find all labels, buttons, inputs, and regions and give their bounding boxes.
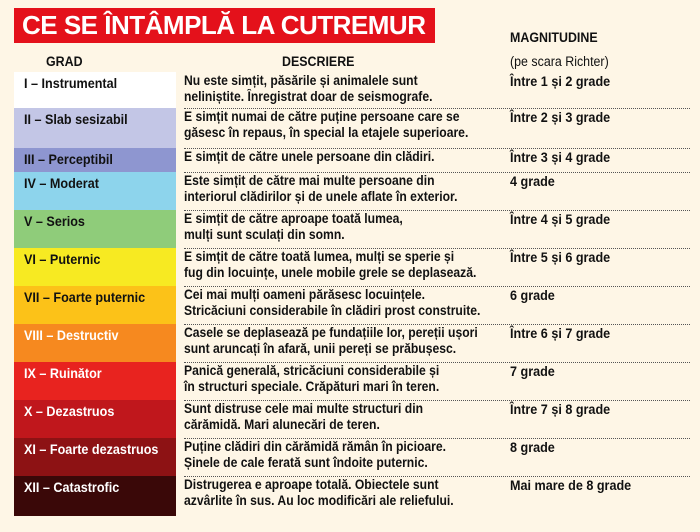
description-cell	[184, 362, 500, 394]
description-line: Șinele de cale ferată sunt îndoite puternic.	[184, 454, 428, 470]
grade-cell	[14, 148, 176, 172]
description-line: Stricăciuni considerabile în clădiri prost construite.	[184, 302, 481, 318]
magnitude-value: 4 grade	[510, 173, 555, 189]
magnitude-cell	[510, 286, 690, 303]
magnitude-value: Mai mare de 8 grade	[510, 477, 632, 493]
description-cell	[184, 248, 500, 280]
row-divider	[184, 172, 690, 173]
grade-cell	[14, 362, 176, 400]
table-row	[0, 400, 700, 438]
description-line: Distrugerea e aproape totală. Obiectele sunt	[184, 477, 439, 492]
description-line: în structuri speciale. Crăpături mari în teren.	[184, 378, 440, 394]
table-row	[0, 72, 700, 108]
magnitude-cell	[510, 210, 690, 227]
magnitude-cell	[510, 476, 690, 493]
description-cell	[184, 172, 500, 204]
table-row	[0, 108, 700, 148]
row-divider	[184, 400, 690, 401]
magnitude-value: Între 4 și 5 grade	[510, 211, 611, 227]
magnitude-value: Între 3 și 4 grade	[510, 149, 611, 165]
grade-cell	[14, 324, 176, 362]
description-cell	[184, 148, 500, 165]
grade-label: V – Serios	[24, 213, 85, 229]
magnitude-value: Între 1 și 2 grade	[510, 73, 611, 89]
grade-cell	[14, 210, 176, 248]
description-line: Este simțit de către mai multe persoane din	[184, 173, 435, 188]
header-grad: GRAD	[46, 54, 83, 69]
magnitude-cell	[510, 172, 690, 189]
description-cell	[184, 400, 500, 432]
magnitude-cell	[510, 362, 690, 379]
grade-cell	[14, 108, 176, 148]
description-line: azvârlite în sus. Au loc modificări ale reliefului.	[184, 492, 454, 508]
row-divider	[184, 248, 690, 249]
description-cell	[184, 324, 500, 356]
grade-cell	[14, 72, 176, 108]
page-title: CE SE ÎNTÂMPLĂ LA CUTREMUR	[14, 8, 435, 43]
header-descriere: DESCRIERE	[282, 54, 355, 69]
row-divider	[184, 362, 690, 363]
magnitude-value: Între 5 și 6 grade	[510, 249, 611, 265]
grade-label: I – Instrumental	[24, 75, 118, 91]
table-row	[0, 362, 700, 400]
magnitude-cell	[510, 400, 690, 417]
grade-label: XII – Catastrofic	[24, 479, 120, 495]
description-cell	[184, 438, 500, 470]
magnitude-value: 7 grade	[510, 363, 555, 379]
description-line: Nu este simțit, păsările și animalele sunt	[184, 73, 418, 88]
description-line: Sunt distruse cele mai multe structuri din	[184, 401, 424, 416]
grade-label: II – Slab sesizabil	[24, 111, 128, 127]
table-row	[0, 286, 700, 324]
magnitude-value: Între 7 și 8 grade	[510, 401, 611, 417]
grade-cell	[14, 286, 176, 324]
grade-label: VIII – Destructiv	[24, 327, 119, 343]
description-line: Puține clădiri din cărămidă rămân în picioare.	[184, 439, 446, 454]
description-cell	[184, 108, 500, 140]
grade-label: VI – Puternic	[24, 251, 101, 267]
grade-cell	[14, 438, 176, 476]
grade-label: III – Perceptibil	[24, 151, 113, 167]
grade-cell	[14, 476, 176, 516]
description-line: neliniștite. Înregistrat doar de seismografe.	[184, 88, 433, 104]
magnitude-value: 6 grade	[510, 287, 555, 303]
description-cell	[184, 72, 500, 104]
row-divider	[184, 286, 690, 287]
magnitude-value: Între 6 și 7 grade	[510, 325, 611, 341]
table-row	[0, 148, 700, 172]
header-scara-richter: (pe scara Richter)	[510, 54, 609, 69]
grade-label: XI – Foarte dezastruos	[24, 441, 159, 457]
table-row	[0, 172, 700, 210]
description-cell	[184, 286, 500, 318]
magnitude-cell	[510, 108, 690, 125]
grade-label: IX – Ruinător	[24, 365, 102, 381]
grade-label: VII – Foarte puternic	[24, 289, 146, 305]
row-divider	[184, 148, 690, 149]
row-divider	[184, 438, 690, 439]
grade-cell	[14, 172, 176, 210]
table-row	[0, 210, 700, 248]
description-line: E simțit de către unele persoane din clădiri.	[184, 149, 435, 164]
description-line: Casele se deplasează pe fundațiile lor, pereții ușori	[184, 325, 478, 340]
row-divider	[184, 108, 690, 109]
description-cell	[184, 476, 500, 508]
description-line: E simțit de către aproape toată lumea,	[184, 211, 403, 226]
grade-cell	[14, 248, 176, 286]
description-line: E simțit de către toată lumea, mulți se sperie și	[184, 249, 455, 264]
description-line: Panică generală, stricăciuni considerabile și	[184, 363, 440, 378]
description-line: cărămidă. Mari alunecări de teren.	[184, 416, 380, 432]
row-divider	[184, 476, 690, 477]
magnitude-cell	[510, 148, 690, 165]
header-magnitudine: MAGNITUDINE	[510, 30, 598, 45]
row-divider	[184, 210, 690, 211]
description-line: Cei mai mulți oameni părăsesc locuințele.	[184, 287, 426, 302]
table-row	[0, 438, 700, 476]
grade-label: X – Dezastruos	[24, 403, 115, 419]
magnitude-cell	[510, 248, 690, 265]
table-row	[0, 248, 700, 286]
description-line: interiorul clădirilor și de unele aflate în exterior.	[184, 188, 458, 204]
magnitude-cell	[510, 324, 690, 341]
magnitude-cell	[510, 438, 690, 455]
description-cell	[184, 210, 500, 242]
magnitude-cell	[510, 72, 690, 89]
description-line: găsesc în repaus, în special la etajele superioare.	[184, 124, 469, 140]
grade-cell	[14, 400, 176, 438]
grade-label: IV – Moderat	[24, 175, 99, 191]
row-divider	[184, 324, 690, 325]
description-line: sunt aruncați în afară, unii pereți se prăbușesc.	[184, 340, 457, 356]
magnitude-value: 8 grade	[510, 439, 555, 455]
description-line: fug din locuințe, unele mobile grele se deplasează.	[184, 264, 477, 280]
description-line: mulți sunt sculați din somn.	[184, 226, 345, 242]
description-line: E simțit numai de către puține persoane care se	[184, 109, 460, 124]
table-row	[0, 324, 700, 362]
table-row	[0, 476, 700, 516]
magnitude-value: Între 2 și 3 grade	[510, 109, 611, 125]
